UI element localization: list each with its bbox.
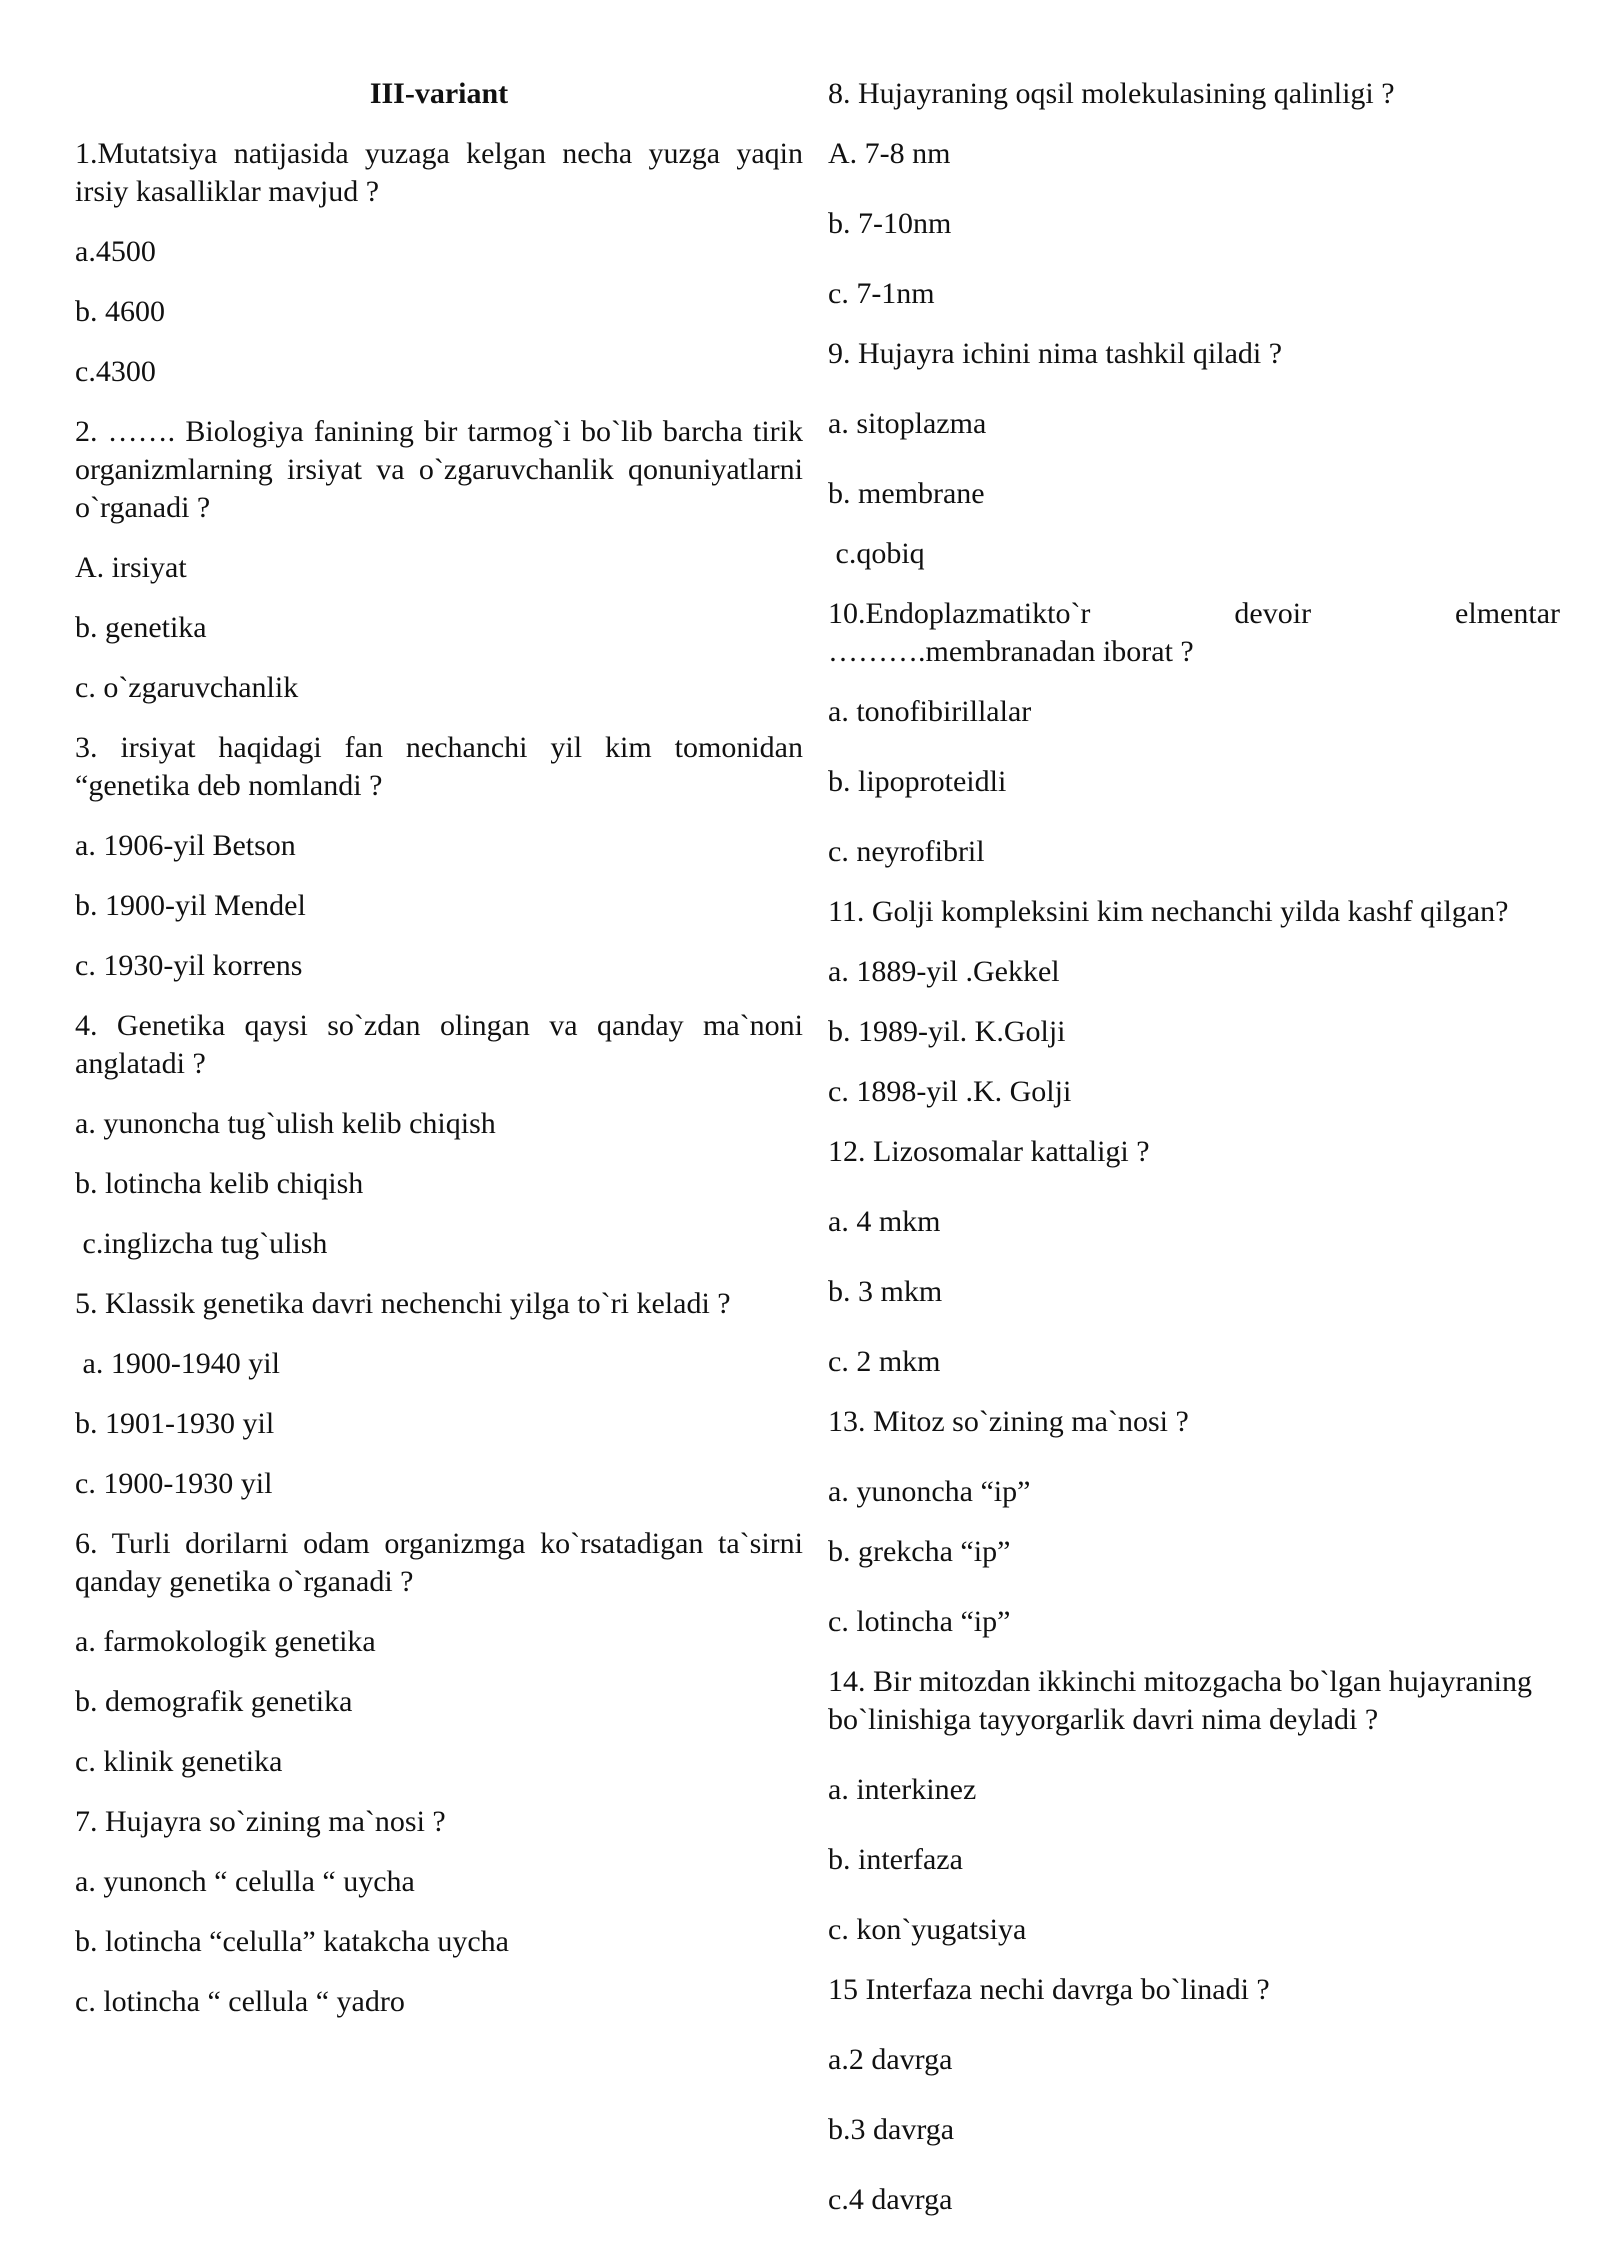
question-1: 1.Mutatsiya natijasida yuzaga kelgan necha yuzga yaqin irsiy kasalliklar mavjud ? — [75, 137, 803, 208]
option-11c: c. 1898-yil .K. Golji — [828, 1075, 1072, 1108]
question-12: 12. Lizosomalar kattaligi ? — [828, 1135, 1150, 1168]
option-13c: c. lotincha “ip” — [828, 1605, 1011, 1638]
option-3a: a. 1906-yil Betson — [75, 829, 296, 862]
question-6: 6. Turli dorilarni odam organizmga ko`rsatadigan ta`sirni qanday genetika o`rganadi ? — [75, 1527, 803, 1598]
option-15b: b.3 davrga — [828, 2113, 955, 2146]
option-3c: c. 1930-yil korrens — [75, 949, 303, 982]
question-5: 5. Klassik genetika davri nechenchi yilga to`ri keladi ? — [75, 1287, 731, 1320]
question-10: 10.Endoplazmatikto`r devoir elmentar ……….membranadan iborat ? — [828, 597, 1560, 668]
option-5c: c. 1900-1930 yil — [75, 1467, 273, 1500]
option-1a: a.4500 — [75, 235, 156, 268]
option-13b: b. grekcha “ip” — [828, 1535, 1011, 1568]
option-5a: a. 1900-1940 yil — [75, 1347, 280, 1380]
option-6c: c. klinik genetika — [75, 1745, 283, 1778]
option-14b: b. interfaza — [828, 1843, 963, 1876]
option-10b: b. lipoproteidli — [828, 765, 1007, 798]
option-12b: b. 3 mkm — [828, 1275, 943, 1308]
question-9: 9. Hujayra ichini nima tashkil qiladi ? — [828, 337, 1283, 370]
question-8: 8. Hujayraning oqsil molekulasining qalinligi ? — [828, 77, 1395, 110]
option-8b: b. 7-10nm — [828, 207, 952, 240]
option-2b: b. genetika — [75, 611, 207, 644]
option-6b: b. demografik genetika — [75, 1685, 353, 1718]
option-8c: c. 7-1nm — [828, 277, 935, 310]
option-8a: A. 7-8 nm — [828, 137, 951, 170]
option-6a: a. farmokologik genetika — [75, 1625, 376, 1658]
option-11a: a. 1889-yil .Gekkel — [828, 955, 1060, 988]
option-9c: c.qobiq — [828, 537, 925, 570]
option-7a: a. yunonch “ celulla “ uycha — [75, 1865, 415, 1898]
option-14a: a. interkinez — [828, 1773, 977, 1806]
option-9a: a. sitoplazma — [828, 407, 987, 440]
question-13: 13. Mitoz so`zining ma`nosi ? — [828, 1405, 1189, 1438]
option-12a: a. 4 mkm — [828, 1205, 941, 1238]
option-10c: c. neyrofibril — [828, 835, 985, 868]
document-title: III-variant — [369, 77, 509, 110]
option-2a: A. irsiyat — [75, 551, 187, 584]
question-2: 2. ……. Biologiya fanining bir tarmog`i bo`lib barcha tirik organizmlarning irsiyat va o`zgaruvchanlik qonuniyatlarni o`rganadi ? — [75, 415, 803, 524]
option-3b: b. 1900-yil Mendel — [75, 889, 306, 922]
option-9b: b. membrane — [828, 477, 985, 510]
option-5b: b. 1901-1930 yil — [75, 1407, 275, 1440]
question-7: 7. Hujayra so`zining ma`nosi ? — [75, 1805, 446, 1838]
question-11: 11. Golji kompleksini kim nechanchi yilda kashf qilgan? — [828, 895, 1509, 928]
option-15a: a.2 davrga — [828, 2043, 953, 2076]
option-10a: a. tonofibirillalar — [828, 695, 1032, 728]
option-4b: b. lotincha kelib chiqish — [75, 1167, 364, 1200]
question-14: 14. Bir mitozdan ikkinchi mitozgacha bo`lgan hujayraning bo`linishiga tayyorgarlik davri nima deyladi ? — [828, 1665, 1532, 1736]
option-4c: c.inglizcha tug`ulish — [75, 1227, 328, 1260]
option-1c: c.4300 — [75, 355, 156, 388]
option-15c: c.4 davrga — [828, 2183, 953, 2216]
option-7c: c. lotincha “ cellula “ yadro — [75, 1985, 405, 2018]
option-13a: a. yunoncha “ip” — [828, 1475, 1031, 1508]
option-4a: a. yunoncha tug`ulish kelib chiqish — [75, 1107, 496, 1140]
question-3: 3. irsiyat haqidagi fan nechanchi yil kim tomonidan “genetika deb nomlandi ? — [75, 731, 803, 802]
option-7b: b. lotincha “celulla” katakcha uycha — [75, 1925, 509, 1958]
question-15: 15 Interfaza nechi davrga bo`linadi ? — [828, 1973, 1270, 2006]
right-column — [828, 75, 1560, 2241]
left-column — [75, 75, 803, 2043]
question-4: 4. Genetika qaysi so`zdan olingan va qanday ma`noni anglatadi ? — [75, 1009, 803, 1080]
option-2c: c. o`zgaruvchanlik — [75, 671, 299, 704]
option-12c: c. 2 mkm — [828, 1345, 941, 1378]
option-14c: c. kon`yugatsiya — [828, 1913, 1027, 1946]
option-11b: b. 1989-yil. K.Golji — [828, 1015, 1066, 1048]
option-1b: b. 4600 — [75, 295, 165, 328]
